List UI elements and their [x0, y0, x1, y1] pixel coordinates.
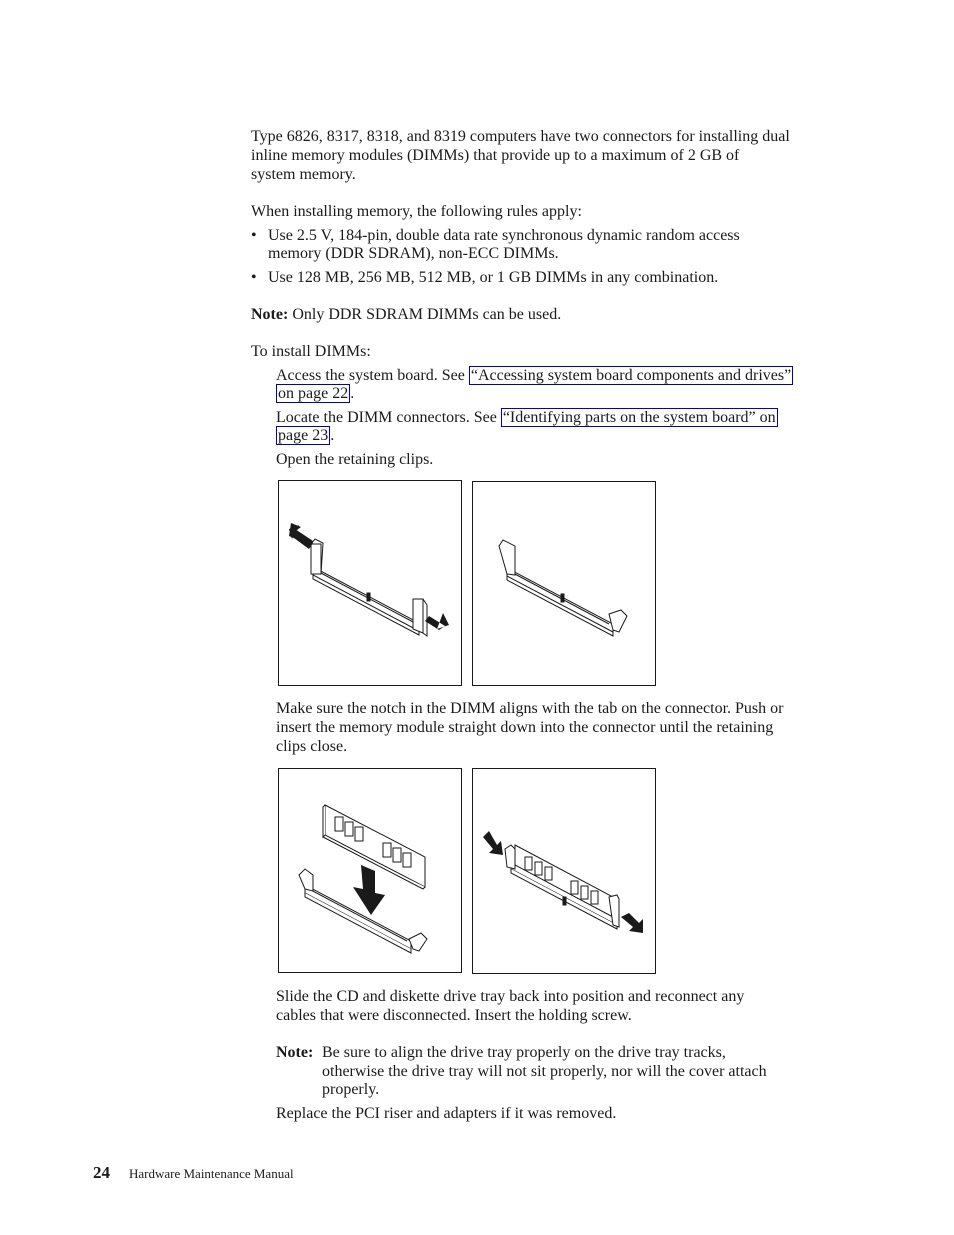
bullet-glyph: • [251, 227, 257, 244]
step-3: Open the retaining clips. [276, 451, 434, 468]
note-label: Note: [276, 1044, 314, 1061]
period: . [330, 427, 335, 444]
step-4-line: clips close. [276, 738, 348, 755]
step-1-line [276, 366, 793, 385]
note-line: otherwise the drive tray will not sit properly, nor will the cover attach [322, 1063, 767, 1080]
step-4-line: Make sure the notch in the DIMM aligns with the tab on the connector. Push or [276, 700, 784, 717]
footer-title: Hardware Maintenance Manual [129, 1166, 294, 1181]
page-number: 24 [93, 1163, 110, 1182]
step-4-line: insert the memory module straight down into the connector until the retaining [276, 719, 774, 736]
step-1-line [276, 384, 354, 403]
step-2-link[interactable]: “Identifying parts on the system board” on [502, 409, 776, 426]
rule-line: Use 2.5 V, 184-pin, double data rate synchronous dynamic random access [268, 227, 740, 244]
step-5-line: cables that were disconnected. Insert the holding screw. [276, 1007, 632, 1024]
figure-dimm-seated [472, 768, 656, 974]
step-2-link[interactable]: page 23 [278, 427, 329, 444]
rule-line: Use 128 MB, 256 MB, 512 MB, or 1 GB DIMMs in any combination. [268, 269, 719, 286]
step-2-line [276, 426, 334, 445]
step-1-text: Access the system board. See [276, 367, 469, 384]
step-2-line [276, 408, 778, 427]
note-label: Note: [251, 306, 289, 323]
intro-line: inline memory modules (DIMMs) that provide up to a maximum of 2 GB of [251, 147, 740, 164]
note-line: properly. [322, 1081, 380, 1098]
intro-line: Type 6826, 8317, 8318, and 8319 computers have two connectors for installing dual [251, 128, 790, 145]
install-intro: To install DIMMs: [251, 343, 371, 360]
figure-open-clips-after [472, 481, 656, 686]
step-1-link[interactable]: on page 22 [278, 385, 349, 402]
note-line: Be sure to align the drive tray properly on the drive tray tracks, [322, 1044, 726, 1061]
step-5-line: Slide the CD and diskette drive tray back into position and reconnect any [276, 988, 745, 1005]
figure-insert-dimm [278, 768, 462, 973]
step-1-link[interactable]: “Accessing system board components and drives” [470, 367, 792, 384]
rule-line: memory (DDR SDRAM), non-ECC DIMMs. [268, 245, 559, 262]
step-2-text: Locate the DIMM connectors. See [276, 409, 501, 426]
rules-intro: When installing memory, the following rules apply: [251, 203, 582, 220]
note-text: Only DDR SDRAM DIMMs can be used. [292, 306, 562, 323]
intro-line: system memory. [251, 166, 356, 183]
bullet-glyph: • [251, 269, 257, 286]
step-6: Replace the PCI riser and adapters if it was removed. [276, 1105, 617, 1122]
figure-open-clips-before [278, 480, 462, 686]
note-1 [251, 305, 561, 324]
period: . [350, 385, 355, 402]
